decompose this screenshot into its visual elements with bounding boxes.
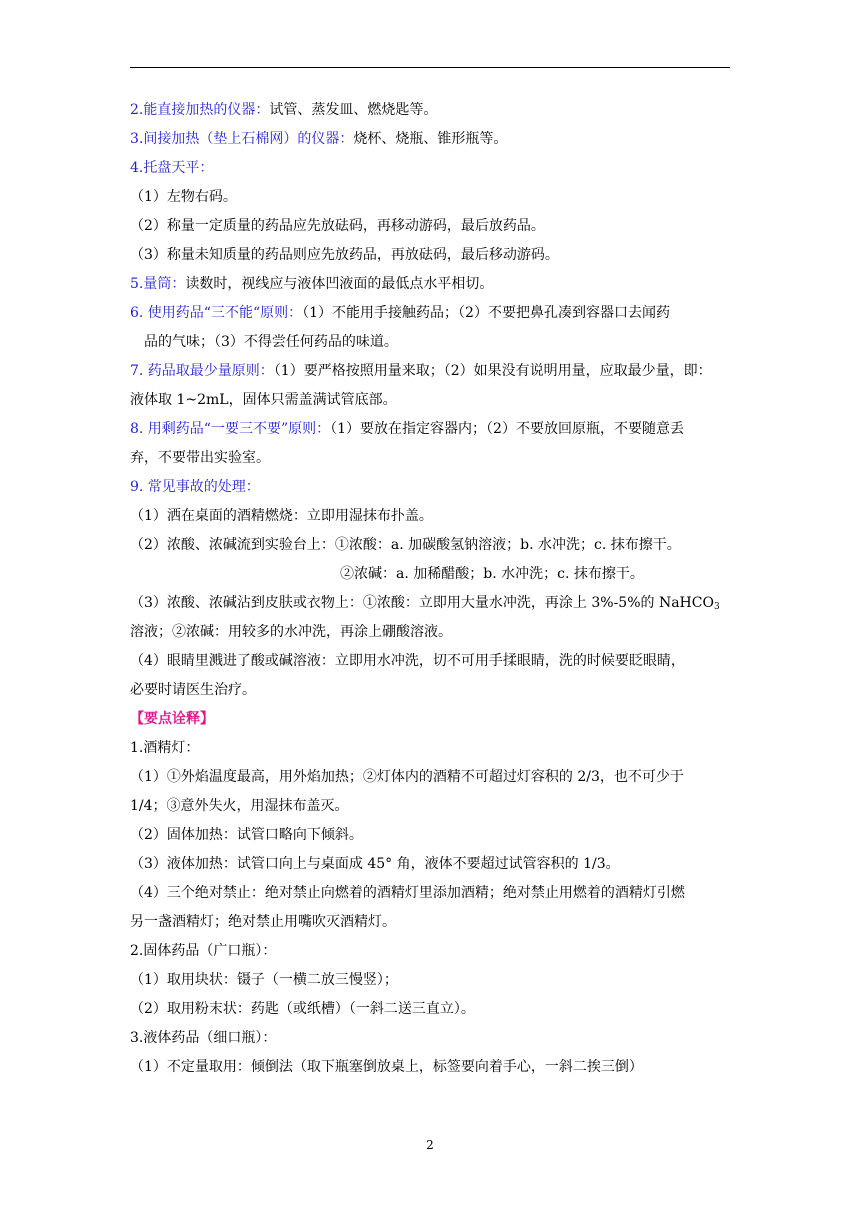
text-line <box>130 850 730 879</box>
item-text: 2.固体药品（广口瓶）： <box>130 943 277 959</box>
item-text: （1）①外焰温度最高，用外焰加热；②灯体内的酒精不可超过灯容积的 2/3，也不可少于 <box>130 769 684 785</box>
text-line <box>130 763 730 792</box>
item-text: （1）不能用手接触药品；（2）不要把鼻孔凑到容器口去闻药 <box>302 305 670 321</box>
item-heading: 4.托盘天平： <box>130 160 214 176</box>
text-line <box>130 879 730 908</box>
item-text: 必要时请医生治疗。 <box>130 682 256 698</box>
text-line <box>130 734 730 763</box>
header-rule <box>130 67 730 68</box>
text-line <box>130 647 730 676</box>
text-line <box>130 1024 730 1053</box>
item-heading: 9. 常见事故的处理： <box>130 479 260 495</box>
text-line <box>130 676 730 705</box>
text-line <box>130 502 730 531</box>
text-line <box>130 908 730 937</box>
text-line <box>130 125 730 154</box>
subscript: 3 <box>713 602 720 612</box>
item-text: 读数时，视线应与液体凹液面的最低点水平相切。 <box>185 276 494 292</box>
text-line <box>130 589 730 618</box>
item-text: 溶液；②浓碱：用较多的水冲洗，再涂上硼酸溶液。 <box>130 624 452 640</box>
text-line <box>130 241 730 270</box>
item-text: （4）眼睛里溅进了酸或碱溶液：立即用水冲洗，切不可用手揉眼睛，洗的时候要眨眼睛， <box>130 653 685 669</box>
item-text: （3）浓酸、浓碱沾到皮肤或衣物上：①浓酸：立即用大量水冲洗，再涂上 3%-5%的 NaHCO <box>130 595 714 611</box>
item-text: 3.液体药品（细口瓶）： <box>130 1030 277 1046</box>
text-line <box>130 473 730 502</box>
text-line <box>130 299 730 328</box>
text-line <box>130 792 730 821</box>
item-text: 另一盏酒精灯；绝对禁止用嘴吹灭酒精灯。 <box>130 914 396 930</box>
text-line <box>130 705 730 734</box>
item-heading: 7. 药品取最少量原则： <box>130 363 274 379</box>
item-text: 液体取 1~2mL，固体只需盖满试管底部。 <box>130 392 397 408</box>
text-line <box>130 328 730 357</box>
document-body <box>130 96 730 1082</box>
item-text: 品的气味；（3）不得尝任何药品的味道。 <box>144 334 398 350</box>
item-text: （2）称量一定质量的药品应先放砝码，再移动游码，最后放药品。 <box>130 218 545 234</box>
text-line <box>130 212 730 241</box>
item-text: 烧杯、烧瓶、锥形瓶等。 <box>353 131 508 147</box>
item-text: （1）洒在桌面的酒精燃烧：立即用湿抹布扑盖。 <box>130 508 433 524</box>
section-heading: 【要点诠释】 <box>130 711 214 727</box>
item-text: （1）左物右码。 <box>130 189 237 205</box>
text-line <box>130 995 730 1024</box>
text-line <box>130 270 730 299</box>
item-text: （1）要严格按照用量来取；（2）如果没有说明用量，应取最少量，即： <box>273 363 712 379</box>
item-text: （3）称量未知质量的药品则应先放药品，再放砝码，最后移动游码。 <box>130 247 559 263</box>
item-heading: 5.量筒： <box>130 276 186 292</box>
item-text: （2）固体加热：试管口略向下倾斜。 <box>130 827 363 843</box>
item-heading: 8. 用剩药品“一要三不要”原则： <box>130 421 331 437</box>
item-text: ②浓碱：a. 加稀醋酸；b. 水冲洗；c. 抹布擦干。 <box>340 566 644 582</box>
item-heading: 6. 使用药品“三不能“原则： <box>130 305 303 321</box>
item-text: （2）取用粉末状：药匙（或纸槽）（一斜二送三直立）。 <box>130 1001 475 1017</box>
text-line <box>130 183 730 212</box>
item-text: （1）不定量取用：倾倒法（取下瓶塞倒放桌上，标签要向着手心，一斜二挨三倒） <box>130 1059 643 1075</box>
text-line <box>130 444 730 473</box>
item-text: 1.酒精灯： <box>130 740 200 756</box>
item-text: （1）取用块状：镊子（一横二放三慢竖）； <box>130 972 398 988</box>
text-line <box>130 618 730 647</box>
item-text: （2）浓酸、浓碱流到实验台上：①浓酸：a. 加碳酸氢钠溶液；b. 水冲洗；c. 抹布擦干。 <box>130 537 681 553</box>
text-line <box>130 357 730 386</box>
text-line <box>130 937 730 966</box>
item-heading: 3.间接加热（垫上石棉网）的仪器： <box>130 131 354 147</box>
item-text: （3）液体加热：试管口向上与桌面成 45° 角，液体不要超过试管容积的 1/3。 <box>130 856 620 872</box>
item-text: （1）要放在指定容器内；（2）不要放回原瓶，不要随意丢 <box>330 421 684 437</box>
item-text: 试管、蒸发皿、燃烧匙等。 <box>269 102 438 118</box>
text-line <box>130 96 730 125</box>
item-text: 1/4；③意外失火，用湿抹布盖灭。 <box>130 798 349 814</box>
page-number: 2 <box>426 1138 434 1152</box>
item-heading: 2.能直接加热的仪器： <box>130 102 270 118</box>
text-line <box>130 154 730 183</box>
text-line <box>130 415 730 444</box>
text-line <box>130 560 730 589</box>
text-line <box>130 1053 730 1082</box>
text-line <box>130 966 730 995</box>
text-line <box>130 821 730 850</box>
item-text: 弃，不要带出实验室。 <box>130 450 270 466</box>
text-line <box>130 531 730 560</box>
text-line <box>130 386 730 415</box>
item-text: （4）三个绝对禁止：绝对禁止向燃着的酒精灯里添加酒精；绝对禁止用燃着的酒精灯引燃 <box>130 885 685 901</box>
